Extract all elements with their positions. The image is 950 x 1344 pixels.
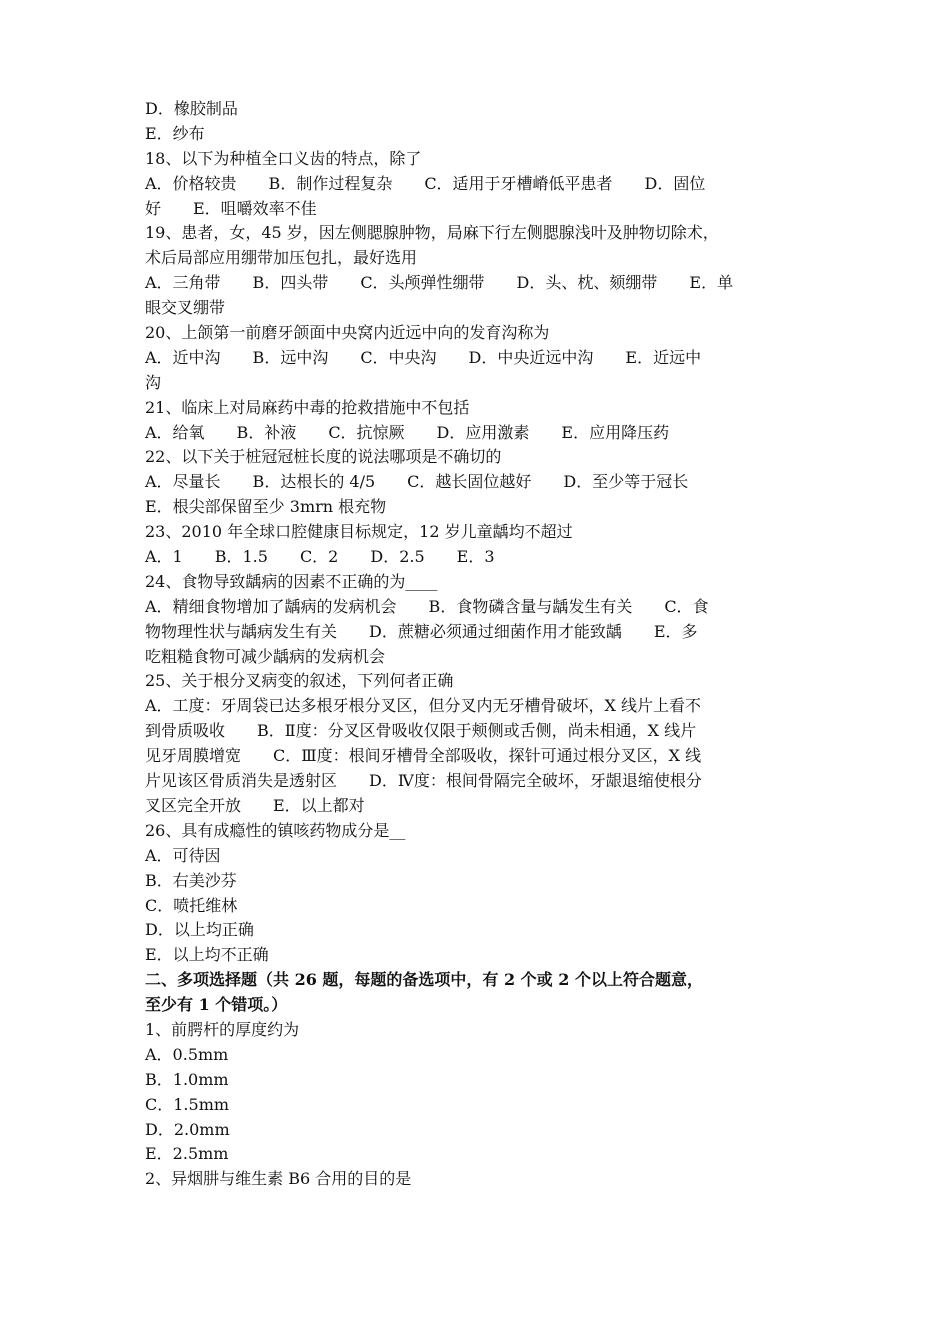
- text-line: 19、患者，女，45 岁，因左侧腮腺肿物，局麻下行左侧腮腺浅叶及肿物切除术，: [145, 223, 719, 243]
- section-heading-line: 至少有 1 个错项。）: [145, 995, 288, 1015]
- text-line: 到骨质吸收 B．Ⅱ度：分叉区骨吸收仅限于颊侧或舌侧，尚未相通，X 线片: [145, 721, 697, 741]
- text-line: A．1 B．1.5 C．2 D．2.5 E．3: [145, 547, 495, 567]
- text-line: 25、关于根分叉病变的叙述，下列何者正确: [145, 671, 454, 691]
- text-line: B．右美沙芬: [145, 870, 237, 890]
- text-line: 吃粗糙食物可减少龋病的发病机会: [145, 646, 386, 666]
- text-line: 好 E．咀嚼效率不佳: [145, 198, 317, 218]
- text-line: D．橡胶制品: [145, 99, 238, 118]
- text-line: E．2.5mm: [145, 1144, 229, 1164]
- text-line: D．以上均正确: [145, 920, 254, 940]
- text-line: 23、2010 年全球口腔健康目标规定，12 岁儿童龋均不超过: [145, 522, 573, 542]
- section-heading-line: 二、多项选择题（共 26 题，每题的备选项中，有 2 个或 2 个以上符合题意，: [145, 970, 703, 990]
- text-line: 1、前腭杆的厚度约为: [145, 1019, 300, 1039]
- text-line: 术后局部应用绷带加压包扎，最好选用: [145, 248, 418, 268]
- document-page: [145, 97, 810, 1192]
- text-line: 叉区完全开放 E．以上都对: [145, 795, 365, 815]
- text-line: A．可待因: [145, 845, 221, 865]
- text-line: C．1.5mm: [145, 1094, 230, 1114]
- text-line: 18、以下为种植全口义齿的特点，除了: [145, 148, 422, 168]
- text-line: E．以上均不正确: [145, 945, 269, 965]
- text-line: A．给氧 B．补液 C．抗惊厥 D．应用激素 E．应用降压药: [145, 422, 670, 442]
- text-line: A．价格较贵 B．制作过程复杂 C．适用于牙槽嵴低平患者 D．固位: [145, 173, 706, 193]
- text-line: 眼交叉绷带: [145, 298, 226, 318]
- text-line: A．0.5mm: [145, 1044, 229, 1064]
- text-line: 2、异烟肼与维生素 B6 合用的目的是: [145, 1169, 412, 1189]
- text-line: 沟: [145, 372, 162, 392]
- text-line: 20、上颌第一前磨牙颌面中央窝内近远中向的发育沟称为: [145, 323, 550, 343]
- text-line: 见牙周膜增宽 C．Ⅲ度：根间牙槽骨全部吸收，探针可通过根分叉区，X 线: [145, 746, 702, 766]
- text-line: 24、食物导致龋病的因素不正确的为____: [145, 571, 438, 591]
- text-line: A．三角带 B．四头带 C．头颅弹性绷带 D．头、枕、颏绷带 E．单: [145, 273, 734, 293]
- text-line: A．工度：牙周袋已达多根牙根分叉区，但分叉内无牙槽骨破坏，X 线片上看不: [145, 696, 702, 716]
- text-line: C．喷托维林: [145, 895, 238, 915]
- text-line: 片见该区骨质消失是透射区 D．Ⅳ度：根间骨隔完全破坏，牙龈退缩使根分: [145, 771, 702, 791]
- text-line: 21、临床上对局麻药中毒的抢救措施中不包括: [145, 397, 470, 417]
- text-line: A．尽量长 B．达根长的 4/5 C．越长固位越好 D．至少等于冠长: [145, 472, 689, 492]
- text-line: E．纱布: [145, 123, 205, 143]
- text-line: E．根尖部保留至少 3mrn 根充物: [145, 497, 387, 517]
- text-line: D．2.0mm: [145, 1119, 230, 1139]
- text-line: 物物理性状与龋病发生有关 D．蔗糖必须通过细菌作用才能致龋 E．多: [145, 621, 698, 641]
- text-line: A．精细食物增加了龋病的发病机会 B．食物磷含量与龋发生有关 C．食: [145, 596, 709, 616]
- text-line: 22、以下关于桩冠冠桩长度的说法哪项是不确切的: [145, 447, 502, 467]
- text-line: 26、具有成瘾性的镇咳药物成分是__: [145, 820, 406, 840]
- text-line: A．近中沟 B．远中沟 C．中央沟 D．中央近远中沟 E．近远中: [145, 347, 702, 367]
- text-line: B．1.0mm: [145, 1069, 229, 1089]
